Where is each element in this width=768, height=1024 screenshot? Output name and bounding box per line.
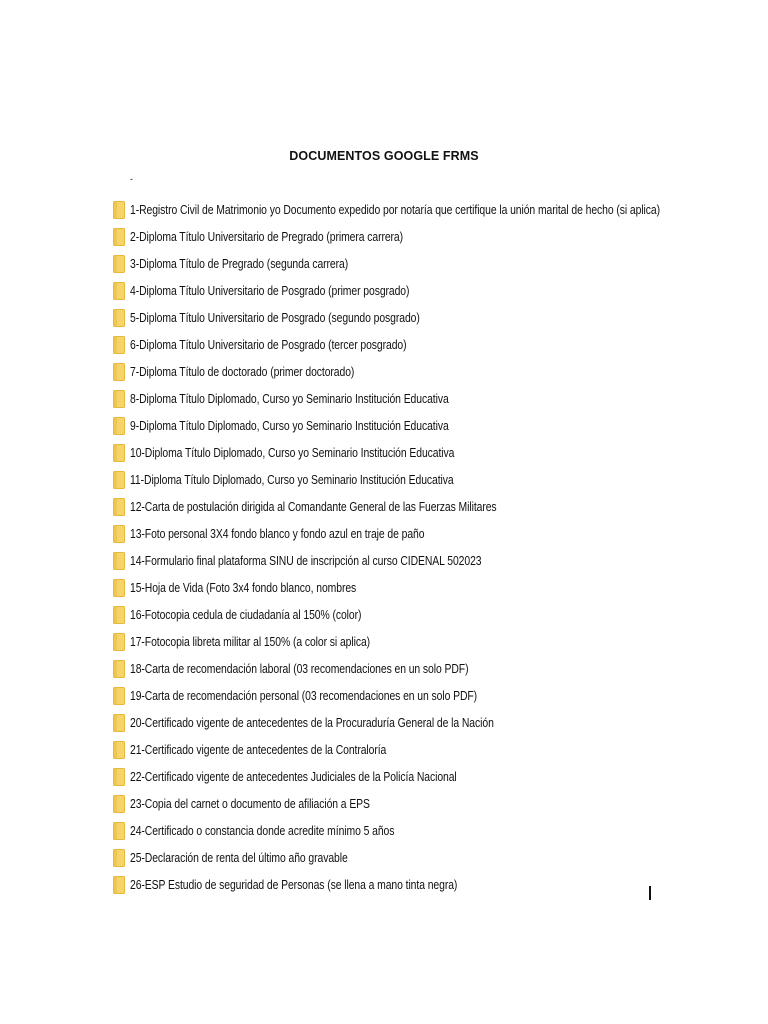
folder-icon xyxy=(113,660,125,678)
folder-item[interactable] xyxy=(113,439,768,466)
folder-label: 5-Diploma Título Universitario de Posgrado (segundo posgrado) xyxy=(130,310,420,325)
folder-label: 20-Certificado vigente de antecedentes de la Procuraduría General de la Nación xyxy=(130,715,494,730)
folder-item[interactable] xyxy=(113,520,768,547)
folder-item[interactable] xyxy=(113,682,768,709)
folder-item[interactable] xyxy=(113,844,768,871)
folder-item[interactable] xyxy=(113,250,768,277)
folder-item[interactable] xyxy=(113,601,768,628)
folder-item[interactable] xyxy=(113,196,768,223)
folder-icon xyxy=(113,876,125,894)
folder-item[interactable] xyxy=(113,709,768,736)
folder-label: 12-Carta de postulación dirigida al Comandante General de las Fuerzas Militares xyxy=(130,499,497,514)
folder-icon xyxy=(113,633,125,651)
page-title: DOCUMENTOS GOOGLE FRMS xyxy=(289,149,479,163)
folder-label: 8-Diploma Título Diplomado, Curso yo Seminario Institución Educativa xyxy=(130,391,449,406)
folder-label: 18-Carta de recomendación laboral (03 recomendaciones en un solo PDF) xyxy=(130,661,469,676)
folder-icon xyxy=(113,228,125,246)
folder-item[interactable] xyxy=(113,304,768,331)
folder-icon xyxy=(113,714,125,732)
folder-icon xyxy=(113,417,125,435)
folder-item[interactable] xyxy=(113,412,768,439)
folder-icon xyxy=(113,201,125,219)
folder-item[interactable] xyxy=(113,277,768,304)
folder-icon xyxy=(113,687,125,705)
folder-icon xyxy=(113,498,125,516)
folder-icon xyxy=(113,768,125,786)
folder-item[interactable] xyxy=(113,763,768,790)
folder-icon xyxy=(113,309,125,327)
folder-label: 9-Diploma Título Diplomado, Curso yo Seminario Institución Educativa xyxy=(130,418,449,433)
folder-icon xyxy=(113,795,125,813)
folder-item[interactable] xyxy=(113,817,768,844)
folder-icon xyxy=(113,363,125,381)
folder-item[interactable] xyxy=(113,358,768,385)
folder-label: 2-Diploma Título Universitario de Pregrado (primera carrera) xyxy=(130,229,404,244)
folder-label: 3-Diploma Título de Pregrado (segunda carrera) xyxy=(130,256,349,271)
folder-item[interactable] xyxy=(113,493,768,520)
folder-list xyxy=(113,196,768,898)
folder-icon xyxy=(113,552,125,570)
folder-label: 26-ESP Estudio de seguridad de Personas (se llena a mano tinta negra) xyxy=(130,877,458,892)
folder-label: 24-Certificado o constancia donde acredite mínimo 5 años xyxy=(130,823,395,838)
folder-label: 15-Hoja de Vida (Foto 3x4 fondo blanco, nombres xyxy=(130,580,357,595)
folder-icon xyxy=(113,525,125,543)
folder-label: 21-Certificado vigente de antecedentes de la Contraloría xyxy=(130,742,387,757)
folder-item[interactable] xyxy=(113,547,768,574)
folder-item[interactable] xyxy=(113,466,768,493)
folder-item[interactable] xyxy=(113,871,768,898)
folder-icon xyxy=(113,606,125,624)
folder-label: 7-Diploma Título de doctorado (primer doctorado) xyxy=(130,364,355,379)
folder-label: 13-Foto personal 3X4 fondo blanco y fondo azul en traje de paño xyxy=(130,526,425,541)
folder-label: 6-Diploma Título Universitario de Posgrado (tercer posgrado) xyxy=(130,337,407,352)
folder-item[interactable] xyxy=(113,574,768,601)
folder-label: 11-Diploma Título Diplomado, Curso yo Seminario Institución Educativa xyxy=(130,472,454,487)
folder-icon xyxy=(113,849,125,867)
tick-mark: - xyxy=(130,174,133,184)
folder-label: 4-Diploma Título Universitario de Posgrado (primer posgrado) xyxy=(130,283,410,298)
folder-icon xyxy=(113,741,125,759)
folder-label: 16-Fotocopia cedula de ciudadanía al 150% (color) xyxy=(130,607,362,622)
folder-label: 14-Formulario final plataforma SINU de inscripción al curso CIDENAL 502023 xyxy=(130,553,482,568)
folder-label: 17-Fotocopia libreta militar al 150% (a color si aplica) xyxy=(130,634,371,649)
folder-item[interactable] xyxy=(113,223,768,250)
folder-label: 1-Registro Civil de Matrimonio yo Documento expedido por notaría que certifique la unión marital de hecho (si aplica) xyxy=(130,202,660,217)
folder-label: 22-Certificado vigente de antecedentes Judiciales de la Policía Nacional xyxy=(130,769,457,784)
folder-icon xyxy=(113,579,125,597)
folder-icon xyxy=(113,255,125,273)
folder-icon xyxy=(113,336,125,354)
folder-icon xyxy=(113,822,125,840)
folder-icon xyxy=(113,444,125,462)
folder-item[interactable] xyxy=(113,790,768,817)
folder-item[interactable] xyxy=(113,385,768,412)
folder-item[interactable] xyxy=(113,655,768,682)
folder-label: 19-Carta de recomendación personal (03 recomendaciones en un solo PDF) xyxy=(130,688,478,703)
folder-icon xyxy=(113,390,125,408)
folder-icon xyxy=(113,471,125,489)
folder-icon xyxy=(113,282,125,300)
text-cursor xyxy=(649,886,651,900)
folder-label: 25-Declaración de renta del último año gravable xyxy=(130,850,348,865)
folder-label: 10-Diploma Título Diplomado, Curso yo Seminario Institución Educativa xyxy=(130,445,455,460)
folder-item[interactable] xyxy=(113,628,768,655)
folder-label: 23-Copia del carnet o documento de afiliación a EPS xyxy=(130,796,370,811)
folder-item[interactable] xyxy=(113,331,768,358)
folder-item[interactable] xyxy=(113,736,768,763)
